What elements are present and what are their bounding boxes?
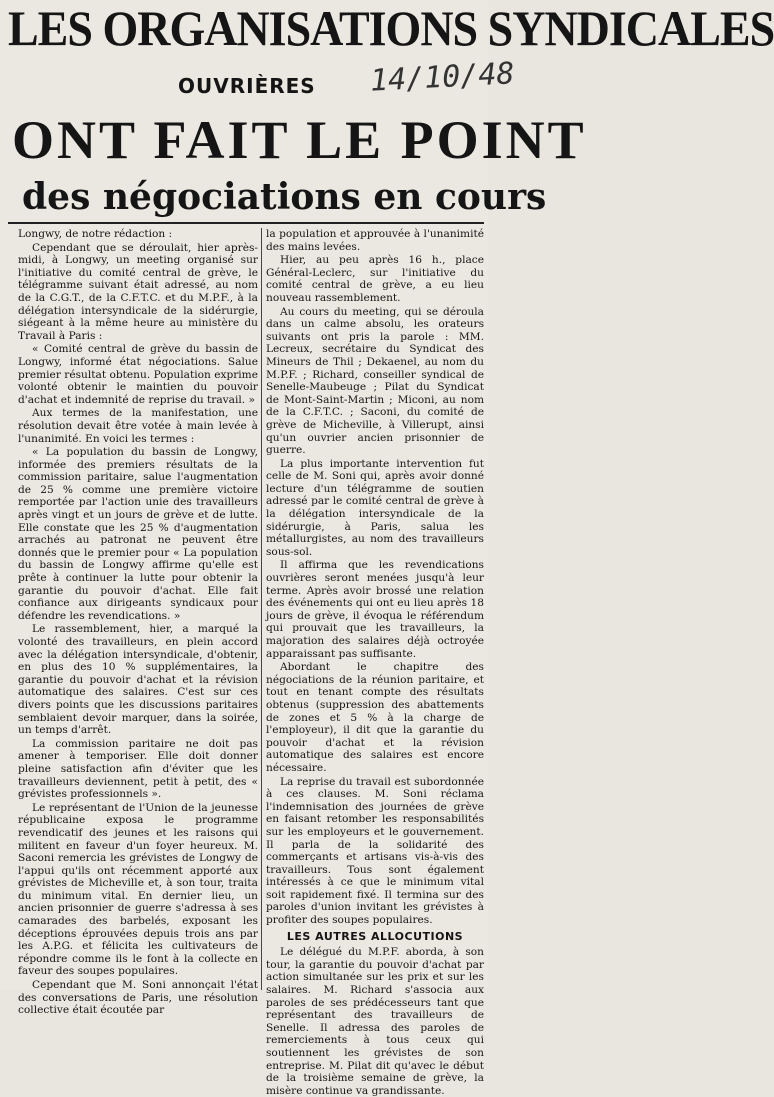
paragraph: Au cours du meeting, qui se déroula dans un calme absolu, les orateurs suivants ont pris la parole : MM. Lecreux, secrétaire du Syndicat des Mineurs de Thil ; Dekaenel, au nom du M.P.F. ; Richard, conseiller syndical de Senelle-Maubeuge ; Pilat du Syndicat de Mont-Saint-Martin ; Miconi, au nom de la C.F.T.C. ; Saconi, du comité de grève de Micheville, à Villerupt, ainsi qu'un ouvrier ancien prisonnier de guerre. <box>266 305 484 457</box>
article-column-2 <box>266 228 484 1097</box>
headline-main: LES ORGANISATIONS SYNDICALES <box>8 0 774 56</box>
paragraph: la population et approuvée à l'unanimité des mains levées. <box>266 228 484 253</box>
handwritten-date: 14/10/48 <box>369 56 516 99</box>
paragraph: La commission paritaire ne doit pas amener à temporiser. Elle doit donner pleine satisfaction afin d'éviter que les travailleurs deviennent, petit à petit, des « grévistes professionnels ». <box>18 737 258 801</box>
paragraph: Le délégué du M.P.F. aborda, à son tour, la garantie du pouvoir d'achat par action simultanée sur les prix et sur les salaires. M. Richard s'associa aux paroles de ses prédécesseurs tant que représentant des travailleurs de Senelle. Il adressa des paroles de remerciements à tous ceux qui soutiennent les grévistes de son entreprise. M. Pilat dit qu'avec le début de la troisième semaine de grève, la misère continue va grandissante. <box>266 946 484 1097</box>
paragraph: La plus importante intervention fut celle de M. Soni qui, après avoir donné lecture d'un télégramme de soutien adressé par le comité central de grève à la délégation intersyndicale de la sidérurgie, à Paris, salua les métallurgistes, au nom des travailleurs sous-sol. <box>266 457 484 558</box>
paragraph: Cependant que se déroulait, hier après-midi, à Longwy, un meeting organisé sur l'initiative du comité central de grève, le télégramme suivant était adressé, au nom de la C.G.T., de la C.F.T.C. et du M.P.F., à la délégation intersyndicale de la sidérurgie, siégeant à la même heure au ministère du Travail à Paris : <box>18 241 258 342</box>
paragraph: Hier, au peu après 16 h., place Général-Leclerc, sur l'initiative du comité central de grève, a eu lieu nouveau rassemblement. <box>266 254 484 304</box>
paragraph: Abordant le chapitre des négociations de la réunion paritaire, et tout en tenant compte des résultats obtenus (suppression des abattements de zones et 5 % à la charge de l'employeur), il dit que la garantie du pouvoir d'achat et la révision automatique des salaires est encore nécessaire. <box>266 661 484 774</box>
paragraph: Cependant que M. Soni annonçait l'état des conversations de Paris, une résolution collective était écoutée par <box>18 979 258 1017</box>
headline-sub: OUVRIÈRES <box>178 74 316 98</box>
byline: Longwy, de notre rédaction : <box>18 228 173 240</box>
column-divider <box>261 228 262 990</box>
paragraph: Il affirma que les revendications ouvrières seront menées jusqu'à leur terme. Après avoir brossé une relation des événements qui ont eu lieu après 18 jours de grève, il évoqua le référendum qui prouvait que les travailleurs, la majoration des salaires déjà octroyée apparaissant pas suffisante. <box>266 559 484 660</box>
headline-divider <box>8 222 484 224</box>
paragraph: La reprise du travail est subordonnée à ces clauses. M. Soni réclama l'indemnisation des journées de grève en faisant retomber les responsabilités sur les employeurs et le gouvernement. Il parla de la solidarité des commerçants et artisans vis-à-vis des travailleurs. Tous sont également intéressés à ce que le minimum vital soit rapidement fixé. Il termina sur des paroles d'union invitant les grévistes à profiter des soupes populaires. <box>266 775 484 927</box>
section-subhead: LES AUTRES ALLOCUTIONS <box>286 929 464 943</box>
paragraph: Aux termes de la manifestation, une résolution devait être votée à main levée à l'unanimité. En voici les termes : <box>18 407 258 445</box>
headline-large: ONT FAIT LE POINT <box>12 110 587 170</box>
paragraph: « La population du bassin de Longwy, informée des premiers résultats de la commission paritaire, salue l'augmentation de 25 % comme une première victoire remportée par l'action unie des travailleurs après vingt et un jours de grève et de lutte. Elle constate que les 25 % d'augmentation arrachés au patronat ne peuvent être donnés que le premier pour « La population du bassin de Longwy affirme qu'elle est prête à continuer la lutte pour obtenir la garantie du pouvoir d'achat. Elle fait confiance aux dirigeants syndicaux pour défendre les revendications. » <box>18 446 258 622</box>
article-column-1 <box>18 228 258 1017</box>
headline-secondary: des négociations en cours <box>22 176 547 218</box>
paragraph: Le rassemblement, hier, a marqué la volonté des travailleurs, en plein accord avec la délégation intersyndicale, d'obtenir, en plus des 10 % supplémentaires, la garantie du pouvoir d'achat et la révision automatique des salaires. C'est sur ces divers points que les discussions paritaires semblaient devoir marquer, dans la soirée, un temps d'arrêt. <box>18 623 258 737</box>
paragraph: « Comité central de grève du bassin de Longwy, informé état négociations. Salue premier résultat obtenu. Population exprime volonté obtenir le maintien du pouvoir d'achat et indemnité de reprise du travail. » <box>18 343 258 406</box>
paragraph: Le représentant de l'Union de la jeunesse républicaine exposa le programme revendicatif des jeunes et les raisons qui militent en faveur d'un foyer heureux. M. Saconi remercia les grévistes de Longwy de l'appui qu'ils ont récemment apporté aux grévistes de Micheville et, à son tour, traita du minimum vital. En dernier lieu, un ancien prisonnier de guerre s'adressa à ses camarades des barbelés, exposant les déceptions éprouvées depuis trois ans par les A.P.G. et félicita les cultivateurs de répondre comme ils le font à la collecte en faveur des soupes populaires. <box>18 801 258 978</box>
